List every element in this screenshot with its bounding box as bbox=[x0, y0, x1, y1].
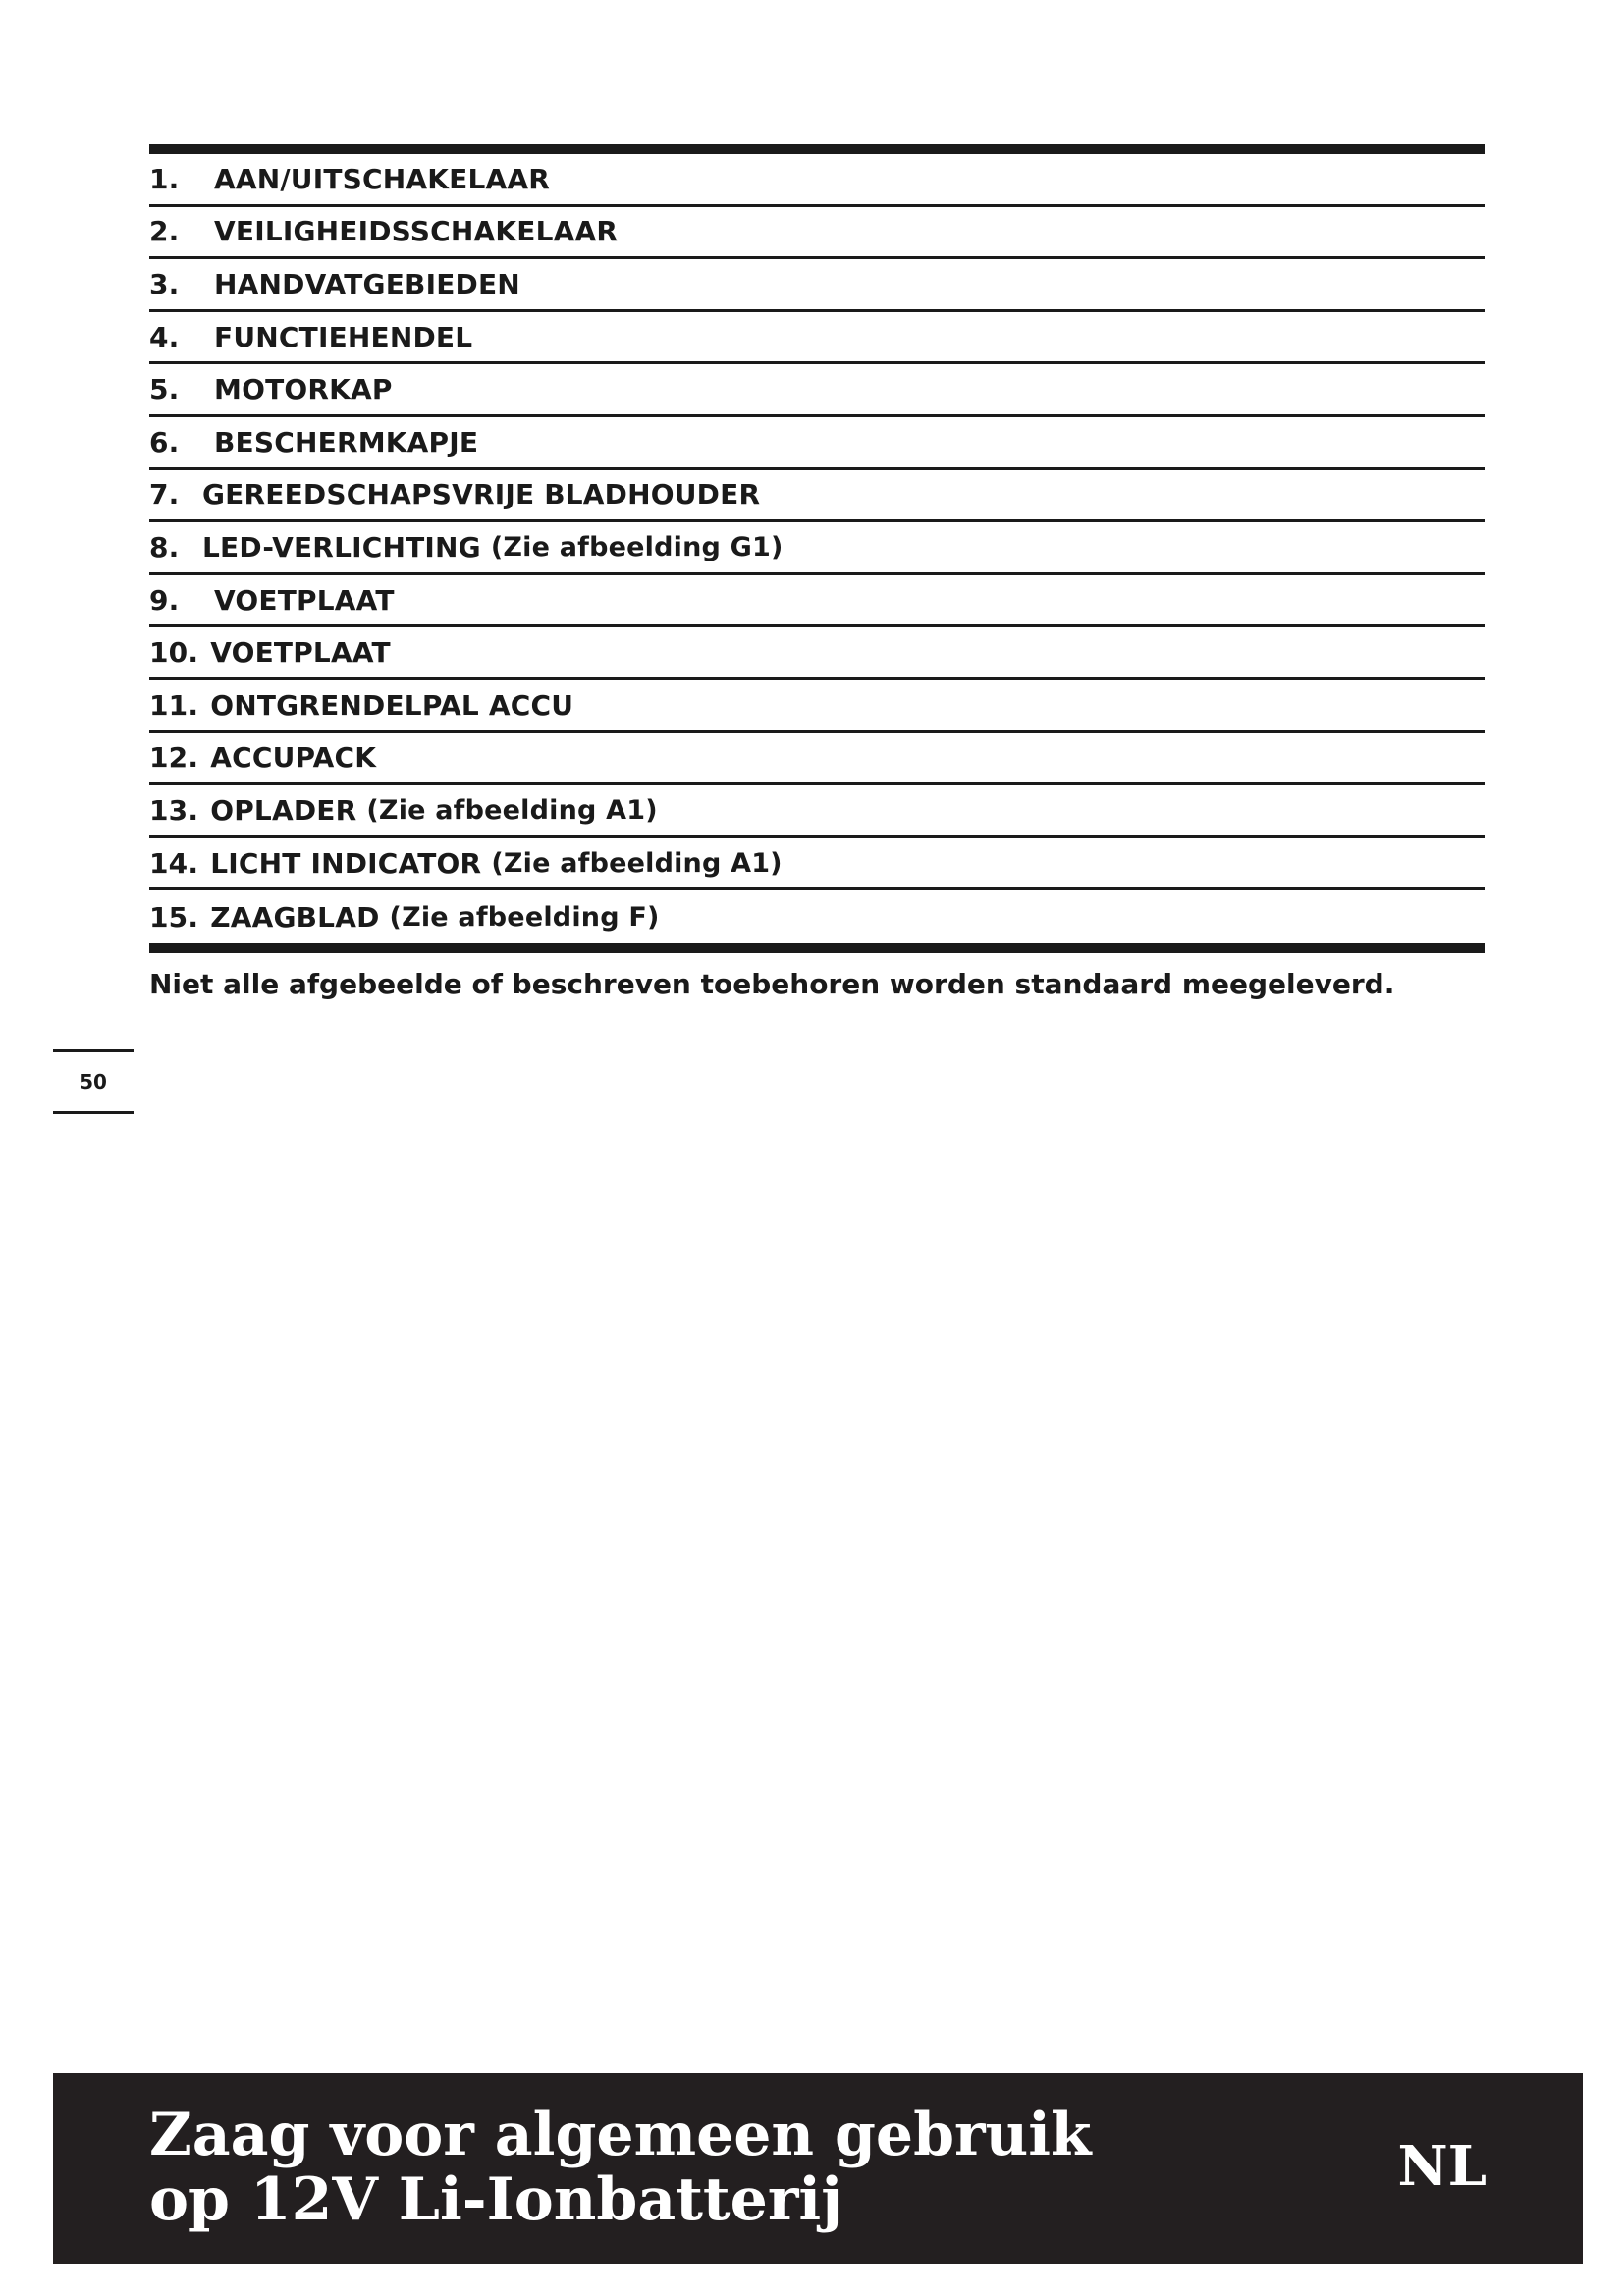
part-number: 9. bbox=[149, 583, 180, 616]
part-number: 6. bbox=[149, 425, 180, 458]
part-row bbox=[149, 259, 1485, 312]
part-name: VOETPLAAT bbox=[214, 583, 395, 616]
part-row bbox=[149, 733, 1485, 786]
part-row bbox=[149, 680, 1485, 733]
language-code: NL bbox=[1397, 2134, 1487, 2199]
part-number: 15. bbox=[149, 900, 199, 934]
part-row bbox=[149, 838, 1485, 891]
part-row bbox=[149, 417, 1485, 470]
part-row bbox=[149, 627, 1485, 680]
part-row bbox=[149, 522, 1485, 575]
part-note: (Zie afbeelding A1) bbox=[366, 794, 658, 826]
part-row bbox=[149, 312, 1485, 365]
part-row bbox=[149, 785, 1485, 838]
part-name: MOTORKAP bbox=[214, 373, 393, 406]
part-note: (Zie afbeelding F) bbox=[389, 901, 660, 933]
footer-banner bbox=[53, 2073, 1583, 2264]
part-number: 14. bbox=[149, 846, 199, 880]
part-number: 11. bbox=[149, 688, 199, 721]
part-name: HANDVATGEBIEDEN bbox=[214, 267, 520, 300]
part-number: 13. bbox=[149, 793, 199, 827]
part-name: OPLADER bbox=[210, 793, 357, 827]
part-note: (Zie afbeelding A1) bbox=[491, 847, 783, 879]
product-title bbox=[149, 2103, 1092, 2232]
part-name: VOETPLAAT bbox=[210, 636, 391, 669]
product-title-line-1: Zaag voor algemeen gebruik bbox=[149, 2101, 1092, 2169]
part-number: 10. bbox=[149, 636, 199, 669]
page-number-text: 50 bbox=[80, 1070, 107, 1094]
part-name: GEREEDSCHAPSVRIJE BLADHOUDER bbox=[202, 478, 761, 511]
part-number: 2. bbox=[149, 215, 180, 248]
part-number: 4. bbox=[149, 320, 180, 353]
page-number bbox=[53, 1049, 134, 1114]
part-name: ONTGRENDELPAL ACCU bbox=[210, 688, 574, 721]
part-name: ACCUPACK bbox=[210, 741, 377, 774]
part-row bbox=[149, 890, 1485, 943]
part-number: 5. bbox=[149, 373, 180, 406]
part-row bbox=[149, 364, 1485, 417]
part-row bbox=[149, 575, 1485, 628]
part-row bbox=[149, 154, 1485, 207]
part-row bbox=[149, 207, 1485, 260]
parts-list bbox=[149, 144, 1485, 953]
part-number: 12. bbox=[149, 741, 199, 774]
part-name: LED-VERLICHTING bbox=[202, 530, 481, 563]
part-name: LICHT INDICATOR bbox=[210, 846, 482, 880]
part-name: ZAAGBLAD bbox=[210, 900, 380, 934]
part-number: 3. bbox=[149, 267, 180, 300]
part-row bbox=[149, 470, 1485, 523]
part-name: VEILIGHEIDSSCHAKELAAR bbox=[214, 215, 619, 248]
part-name: BESCHERMKAPJE bbox=[214, 425, 479, 458]
accessories-note: Niet alle afgebeelde of beschreven toebehoren worden standaard meegeleverd. bbox=[149, 968, 1395, 1000]
part-number: 1. bbox=[149, 162, 180, 195]
part-note: (Zie afbeelding G1) bbox=[490, 531, 784, 562]
part-number: 8. bbox=[149, 530, 180, 563]
part-number: 7. bbox=[149, 478, 180, 511]
part-name: FUNCTIEHENDEL bbox=[214, 320, 473, 353]
part-name: AAN/UITSCHAKELAAR bbox=[214, 162, 551, 195]
product-title-line-2: op 12V Li-Ionbatterij bbox=[149, 2165, 842, 2234]
